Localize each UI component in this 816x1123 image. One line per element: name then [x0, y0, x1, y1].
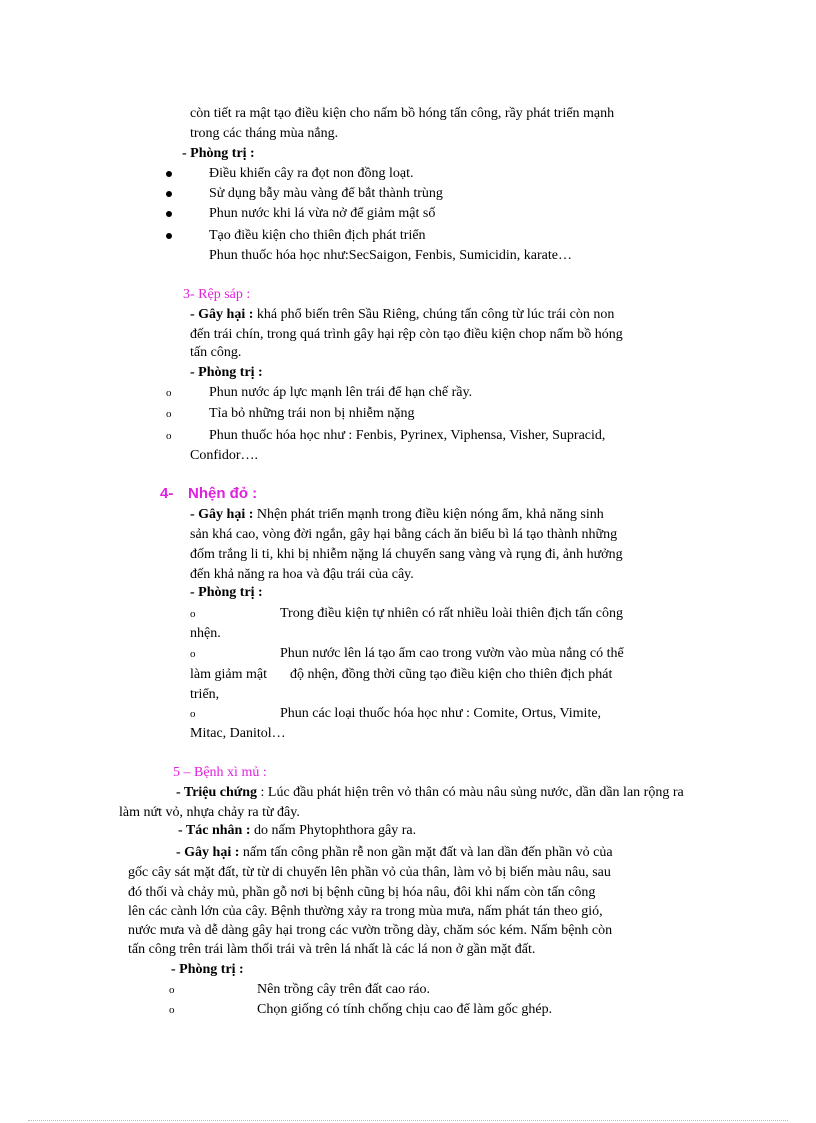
list-item-continuation: làm giảm mật	[190, 667, 267, 682]
phong-tri-label: - Phòng trị :	[182, 146, 255, 161]
list-item: Tỉa bỏ những trái non bị nhiễm nặng	[209, 406, 415, 421]
circle-bullet-icon: o	[190, 648, 196, 660]
page-footer-divider	[28, 1120, 788, 1121]
circle-bullet-icon: o	[190, 608, 196, 620]
list-item: Tạo điều kiện cho thiên địch phát triển	[209, 228, 426, 243]
list-item: Sử dụng bẫy màu vàng để bắt thành trùng	[209, 186, 443, 201]
section-heading: 3- Rệp sáp :	[183, 287, 251, 302]
paragraph-line: sản khá cao, vòng đời ngắn, gây hại bằng cách ăn biểu bì lá tạo thành những	[190, 527, 618, 542]
paragraph-line: đó thối và chảy mủ, phần gỗ nơi bị bệnh cũng bị hóa nâu, đôi khi nấm còn tấn công	[128, 885, 596, 900]
list-item: Phun các loại thuốc hóa học như : Comite, Ortus, Vimite,	[280, 706, 602, 721]
paragraph-line: trong các tháng mùa nắng.	[190, 126, 339, 141]
paragraph-line: nước mưa và dễ dàng gây hại trong các vườn trồng dày, chăm sóc kém. Nấm bệnh còn	[128, 923, 613, 938]
paragraph-line: - Tác nhân : do nấm Phytophthora gây ra.	[178, 823, 417, 838]
section-heading: Nhện đỏ :	[188, 485, 258, 502]
phong-tri-label: - Phòng trị :	[171, 962, 244, 977]
trieu-chung-label: - Triệu chứng	[176, 785, 257, 800]
circle-bullet-icon: o	[166, 387, 172, 399]
list-item: Chọn giống có tính chống chịu cao để làm gốc ghép.	[257, 1002, 553, 1017]
bullet-dot-icon	[166, 171, 172, 177]
list-item-continuation: nhện.	[190, 626, 221, 641]
paragraph-line: đốm trắng li ti, khi bị nhiễm nặng lá chuyển sang vàng và rụng đi, ảnh hưởng	[190, 547, 623, 562]
gay-hai-label: - Gây hại :	[190, 507, 254, 522]
paragraph-line: - Triệu chứng : Lúc đầu phát hiện trên vỏ thân có màu nâu sủng nước, dần dần lan rộng ra	[176, 785, 684, 800]
paragraph-line: gốc cây sát mặt đất, từ từ di chuyển lên phần vỏ của thân, làm vỏ bị biến màu nâu, sau	[128, 865, 611, 880]
list-item: Phun nước khi lá vừa nở để giảm mật số	[209, 206, 436, 221]
paragraph-line: tấn công.	[190, 345, 242, 360]
paragraph-line: - Gây hại : Nhện phát triển mạnh trong điều kiện nóng ẩm, khả năng sinh	[190, 507, 604, 522]
circle-bullet-icon: o	[166, 408, 172, 420]
paragraph-line: làm nứt vỏ, nhựa chảy ra từ đây.	[119, 805, 300, 820]
circle-bullet-icon: o	[169, 1004, 175, 1016]
tac-nhan-label: - Tác nhân :	[178, 823, 251, 838]
circle-bullet-icon: o	[166, 430, 172, 442]
phong-tri-label: - Phòng trị :	[190, 585, 263, 600]
circle-bullet-icon: o	[190, 708, 196, 720]
bullet-dot-icon	[166, 191, 172, 197]
section-number: 4-	[160, 485, 174, 502]
gay-hai-label: - Gây hại :	[190, 307, 254, 322]
paragraph-line: tấn công trên trái làm thối trái và trên lá nhất là các lá non ở gần mặt đất.	[128, 942, 536, 957]
list-item: Phun thuốc hóa học như : Fenbis, Pyrinex, Viphensa, Visher, Supracid,	[209, 428, 606, 443]
list-item-continuation: Confidor….	[190, 448, 259, 463]
list-item-continuation: độ nhện, đồng thời cũng tạo điều kiện cho thiên địch phát	[290, 667, 613, 682]
section-heading: 5 – Bệnh xì mủ :	[173, 765, 267, 780]
gay-hai-label: - Gây hại :	[176, 845, 240, 860]
paragraph-line: - Gây hại : khá phổ biến trên Sầu Riêng, chúng tấn công từ lúc trái còn non	[190, 307, 615, 322]
list-item: Phun nước lên lá tạo ẩm cao trong vườn vào mùa nắng có thể	[280, 646, 624, 661]
list-item: Trong điều kiện tự nhiên có rất nhiều loài thiên địch tấn công	[280, 606, 623, 621]
phong-tri-label: - Phòng trị :	[190, 365, 263, 380]
bullet-dot-icon	[166, 211, 172, 217]
paragraph-line: đến trái chín, trong quá trình gây hại rệp còn tạo điều kiện chop nấm bồ hóng	[190, 327, 623, 342]
list-item: Điều khiển cây ra đọt non đồng loạt.	[209, 166, 414, 181]
list-item-continuation: triển,	[190, 687, 220, 702]
paragraph-line: - Gây hại : nấm tấn công phần rễ non gần mặt đất và lan dần đến phần vỏ của	[176, 845, 613, 860]
paragraph-line: đến khả năng ra hoa và đậu trái của cây.	[190, 567, 414, 582]
list-item-continuation: Mitac, Danitol…	[190, 726, 286, 741]
paragraph-line: còn tiết ra mật tạo điều kiện cho nấm bồ hóng tấn công, rầy phát triển mạnh	[190, 106, 615, 121]
circle-bullet-icon: o	[169, 984, 175, 996]
paragraph-line: lên các cành lớn của cây. Bệnh thường xảy ra trong mùa mưa, nấm phát tán theo gió,	[128, 904, 603, 919]
list-item: Phun nước áp lực mạnh lên trái để hạn chế rầy.	[209, 385, 473, 400]
bullet-dot-icon	[166, 233, 172, 239]
list-item: Nên trồng cây trên đất cao ráo.	[257, 982, 430, 997]
list-item-continuation: Phun thuốc hóa học như:SecSaigon, Fenbis, Sumicidin, karate…	[209, 248, 572, 263]
